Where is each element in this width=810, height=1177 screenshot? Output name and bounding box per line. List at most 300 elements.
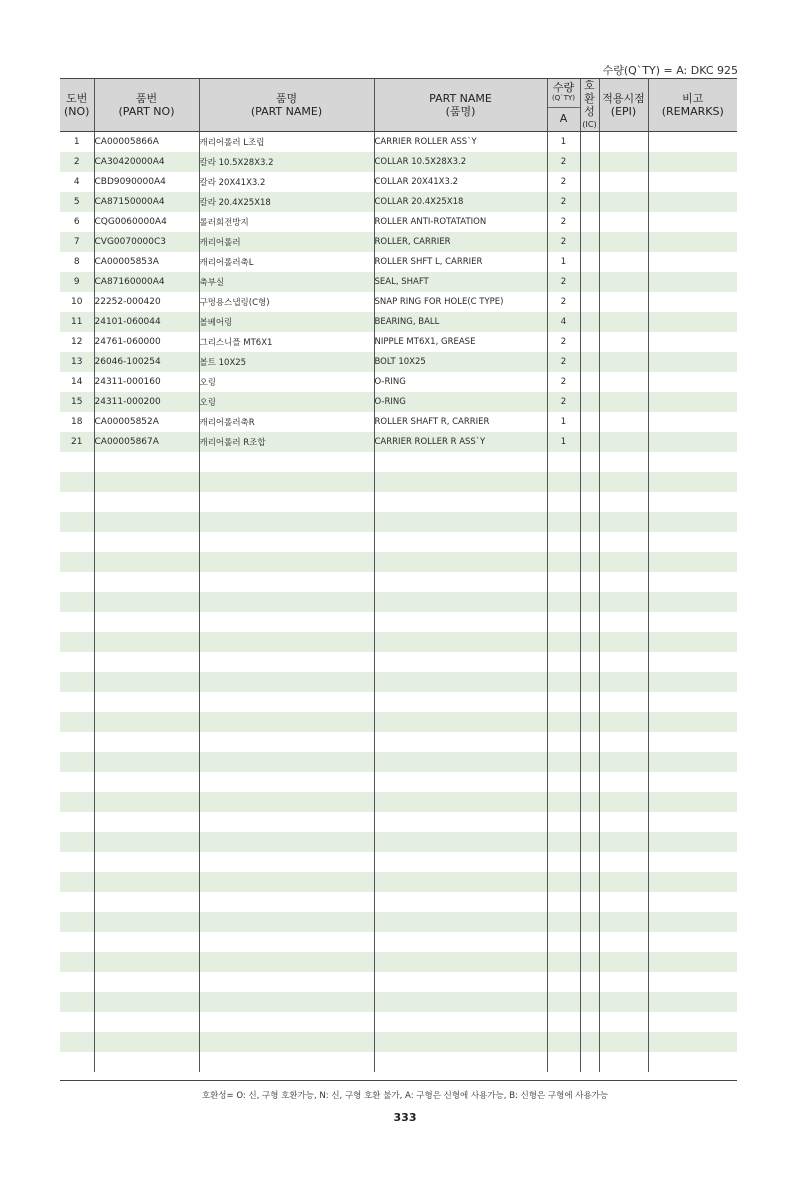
empty-row <box>60 992 737 1012</box>
empty-row <box>60 552 737 572</box>
cell-ic <box>580 672 599 692</box>
cell-part-name-en: SEAL, SHAFT <box>374 272 547 292</box>
cell-remarks <box>648 592 737 612</box>
cell-qty <box>547 572 580 592</box>
empty-row <box>60 792 737 812</box>
cell-remarks <box>648 672 737 692</box>
cell-part-name-en <box>374 912 547 932</box>
cell-no <box>60 472 94 492</box>
cell-part-name-en <box>374 1052 547 1072</box>
cell-part-name-en <box>374 1032 547 1052</box>
cell-ic <box>580 992 599 1012</box>
cell-qty <box>547 852 580 872</box>
cell-no <box>60 912 94 932</box>
cell-remarks <box>648 172 737 192</box>
cell-remarks <box>648 312 737 332</box>
table-row <box>60 352 737 372</box>
cell-qty <box>547 472 580 492</box>
cell-remarks <box>648 692 737 712</box>
cell-no <box>60 512 94 532</box>
cell-part-name-en <box>374 992 547 1012</box>
cell-part-name-kr: 볼트 10X25 <box>199 352 374 372</box>
cell-no <box>60 732 94 752</box>
cell-part-no <box>94 1032 199 1052</box>
cell-part-name-en: ROLLER, CARRIER <box>374 232 547 252</box>
cell-epi <box>599 892 648 912</box>
cell-epi <box>599 692 648 712</box>
cell-qty <box>547 692 580 712</box>
cell-remarks <box>648 852 737 872</box>
cell-part-name-kr <box>199 1012 374 1032</box>
cell-part-no <box>94 672 199 692</box>
cell-no <box>60 632 94 652</box>
cell-part-no: 24311-000200 <box>94 392 199 412</box>
cell-remarks <box>648 652 737 672</box>
cell-ic <box>580 352 599 372</box>
cell-ic <box>580 972 599 992</box>
cell-remarks <box>648 372 737 392</box>
cell-epi <box>599 912 648 932</box>
empty-row <box>60 672 737 692</box>
cell-epi <box>599 732 648 752</box>
cell-remarks <box>648 532 737 552</box>
cell-qty: 2 <box>547 152 580 172</box>
cell-ic <box>580 312 599 332</box>
cell-part-name-kr <box>199 1052 374 1072</box>
cell-remarks <box>648 992 737 1012</box>
cell-ic <box>580 932 599 952</box>
cell-no <box>60 792 94 812</box>
cell-qty <box>547 592 580 612</box>
cell-part-no <box>94 812 199 832</box>
cell-part-name-en <box>374 972 547 992</box>
cell-epi <box>599 1012 648 1032</box>
cell-ic <box>580 812 599 832</box>
cell-ic <box>580 612 599 632</box>
cell-ic <box>580 632 599 652</box>
empty-row <box>60 632 737 652</box>
table-row <box>60 152 737 172</box>
cell-qty <box>547 452 580 472</box>
cell-ic <box>580 372 599 392</box>
cell-part-name-kr <box>199 852 374 872</box>
cell-part-name-kr <box>199 732 374 752</box>
cell-qty <box>547 972 580 992</box>
cell-ic <box>580 572 599 592</box>
header-part-no: 품번 (PART NO) <box>94 79 199 132</box>
cell-epi <box>599 632 648 652</box>
cell-qty: 2 <box>547 192 580 212</box>
empty-row <box>60 972 737 992</box>
cell-qty <box>547 732 580 752</box>
cell-qty <box>547 892 580 912</box>
cell-part-no <box>94 852 199 872</box>
cell-ic <box>580 212 599 232</box>
cell-part-name-en <box>374 452 547 472</box>
cell-ic <box>580 272 599 292</box>
cell-epi <box>599 212 648 232</box>
cell-part-name-en: O-RING <box>374 372 547 392</box>
cell-ic <box>580 412 599 432</box>
cell-part-name-en: BEARING, BALL <box>374 312 547 332</box>
cell-part-name-en <box>374 672 547 692</box>
cell-no <box>60 452 94 472</box>
cell-part-no <box>94 752 199 772</box>
cell-no <box>60 932 94 952</box>
cell-no: 8 <box>73 257 80 267</box>
cell-part-no: CA87150000A4 <box>94 192 199 212</box>
cell-no: 1 <box>73 137 80 147</box>
cell-part-no: CA00005866A <box>94 132 199 153</box>
empty-row <box>60 492 737 512</box>
cell-remarks <box>648 792 737 812</box>
cell-part-name-en <box>374 952 547 972</box>
cell-epi <box>599 132 648 153</box>
cell-part-name-kr: 볼베어링 <box>199 312 374 332</box>
parts-table <box>60 78 737 1072</box>
cell-no <box>60 872 94 892</box>
table-row <box>60 292 737 312</box>
cell-part-name-en: NIPPLE MT6X1, GREASE <box>374 332 547 352</box>
cell-part-name-en <box>374 832 547 852</box>
cell-no: 9 <box>60 272 94 292</box>
cell-no <box>60 592 94 612</box>
cell-part-name-en: ROLLER SHAFT R, CARRIER <box>374 412 547 432</box>
cell-no <box>60 1052 94 1072</box>
cell-part-name-kr <box>199 692 374 712</box>
cell-part-no <box>94 1012 199 1032</box>
cell-remarks <box>648 812 737 832</box>
cell-qty <box>547 952 580 972</box>
empty-row <box>60 612 737 632</box>
table-row <box>60 212 737 232</box>
cell-part-no: CVG0070000C3 <box>94 232 199 252</box>
cell-ic <box>580 792 599 812</box>
cell-remarks <box>648 192 737 212</box>
cell-ic <box>580 952 599 972</box>
cell-epi <box>599 1052 648 1072</box>
cell-qty <box>547 912 580 932</box>
cell-qty <box>547 792 580 812</box>
table-row <box>60 432 737 452</box>
cell-epi <box>599 172 648 192</box>
cell-qty <box>547 632 580 652</box>
cell-remarks <box>648 712 737 732</box>
cell-no <box>60 652 94 672</box>
cell-no <box>60 952 94 972</box>
table-row <box>60 132 737 153</box>
cell-ic <box>580 592 599 612</box>
cell-part-name-kr: 축부실 <box>199 272 374 292</box>
cell-epi <box>599 752 648 772</box>
cell-epi <box>599 852 648 872</box>
cell-part-no <box>94 632 199 652</box>
cell-qty: 1 <box>547 132 580 153</box>
cell-part-no: 26046-100254 <box>94 352 199 372</box>
cell-remarks <box>648 1032 737 1052</box>
cell-qty: 1 <box>547 412 580 432</box>
cell-part-name-en <box>374 512 547 532</box>
cell-ic <box>580 892 599 912</box>
cell-ic <box>580 872 599 892</box>
cell-ic <box>580 332 599 352</box>
cell-no <box>60 1012 94 1032</box>
cell-qty <box>547 752 580 772</box>
cell-remarks <box>648 132 737 153</box>
table-row <box>60 192 737 212</box>
cell-qty: 2 <box>547 352 580 372</box>
cell-part-no: 24101-060044 <box>94 312 199 332</box>
cell-part-name-kr: 그리스니플 MT6X1 <box>199 332 374 352</box>
cell-remarks <box>648 392 737 412</box>
cell-part-name-en: SNAP RING FOR HOLE(C TYPE) <box>374 292 547 312</box>
cell-qty: 1 <box>547 432 580 452</box>
header-epi: 적용시점 (EPI) <box>599 79 648 132</box>
cell-qty <box>547 512 580 532</box>
cell-part-name-en <box>374 772 547 792</box>
cell-part-no <box>94 572 199 592</box>
cell-qty: 4 <box>547 312 580 332</box>
cell-epi <box>599 332 648 352</box>
empty-row <box>60 692 737 712</box>
cell-part-name-en: COLLAR 20.4X25X18 <box>374 192 547 212</box>
header-qty-model: A <box>559 111 568 125</box>
empty-row <box>60 832 737 852</box>
cell-remarks <box>648 452 737 472</box>
cell-part-no: CA00005867A <box>94 432 199 452</box>
cell-no <box>60 992 94 1012</box>
cell-epi <box>599 152 648 172</box>
cell-remarks <box>648 572 737 592</box>
cell-no <box>60 572 94 592</box>
cell-qty <box>547 812 580 832</box>
cell-epi <box>599 612 648 632</box>
cell-ic <box>580 152 599 172</box>
cell-remarks <box>648 292 737 312</box>
cell-part-name-kr <box>199 1032 374 1052</box>
cell-part-no <box>94 732 199 752</box>
cell-part-name-en: BOLT 10X25 <box>374 352 547 372</box>
cell-remarks <box>648 152 737 172</box>
cell-no: 10 <box>71 297 83 307</box>
cell-part-name-kr: 캐리어롤러 R조합 <box>199 432 374 452</box>
cell-epi <box>599 452 648 472</box>
cell-epi <box>599 512 648 532</box>
cell-remarks <box>648 632 737 652</box>
cell-part-name-kr <box>199 712 374 732</box>
cell-part-name-kr: 칼라 20X41X3.2 <box>199 172 374 192</box>
cell-part-no: 24311-000160 <box>94 372 199 392</box>
cell-epi <box>599 792 648 812</box>
cell-remarks <box>648 272 737 292</box>
empty-row <box>60 932 737 952</box>
cell-remarks <box>648 1012 737 1032</box>
table-header-row <box>60 79 737 132</box>
cell-no: 21 <box>60 432 94 452</box>
cell-no <box>60 1032 94 1052</box>
cell-part-name-kr <box>199 932 374 952</box>
cell-part-name-kr <box>199 772 374 792</box>
cell-part-no: CQG0060000A4 <box>94 212 199 232</box>
cell-part-no <box>94 1052 199 1072</box>
cell-qty <box>547 932 580 952</box>
table-row <box>60 172 737 192</box>
cell-part-name-kr: 구멍용스냅링(C형) <box>199 292 374 312</box>
cell-no: 14 <box>71 377 83 387</box>
table-row <box>60 332 737 352</box>
cell-part-name-en: CARRIER ROLLER R ASS`Y <box>374 432 547 452</box>
cell-epi <box>599 312 648 332</box>
cell-part-name-kr <box>199 992 374 1012</box>
cell-ic <box>580 492 599 512</box>
cell-part-name-en: ROLLER SHFT L, CARRIER <box>374 252 547 272</box>
cell-part-name-en <box>374 632 547 652</box>
cell-epi <box>599 952 648 972</box>
cell-no <box>60 832 94 852</box>
empty-row <box>60 592 737 612</box>
cell-epi <box>599 712 648 732</box>
cell-ic <box>580 832 599 852</box>
cell-epi <box>599 492 648 512</box>
cell-ic <box>580 752 599 772</box>
cell-part-name-kr <box>199 672 374 692</box>
cell-part-name-kr <box>199 572 374 592</box>
table-row <box>60 392 737 412</box>
cell-epi <box>599 672 648 692</box>
parts-table-body <box>60 132 737 1073</box>
table-row <box>60 372 737 392</box>
cell-qty <box>547 1012 580 1032</box>
cell-qty: 2 <box>547 172 580 192</box>
cell-part-name-en <box>374 892 547 912</box>
compatibility-legend: 호환성= O: 신, 구형 호환가능, N: 신, 구형 호환 불가, A: 구형은 신형에 사용가능, B: 신형은 구형에 사용가능 <box>201 1091 609 1101</box>
cell-ic <box>580 552 599 572</box>
cell-part-name-kr <box>199 472 374 492</box>
cell-ic <box>580 912 599 932</box>
cell-part-name-kr <box>199 492 374 512</box>
cell-remarks <box>648 512 737 532</box>
cell-no: 18 <box>71 417 83 427</box>
table-row <box>60 312 737 332</box>
cell-part-name-kr <box>199 912 374 932</box>
cell-qty <box>547 492 580 512</box>
cell-remarks <box>648 772 737 792</box>
cell-remarks <box>648 332 737 352</box>
cell-remarks <box>648 252 737 272</box>
table-row <box>60 412 737 432</box>
cell-part-no <box>94 892 199 912</box>
table-row <box>60 232 737 252</box>
cell-part-name-en <box>374 712 547 732</box>
cell-part-name-en: CARRIER ROLLER ASS`Y <box>374 132 547 153</box>
cell-remarks <box>648 212 737 232</box>
header-qty <box>547 79 580 132</box>
cell-part-name-kr: 캐리어롤러 <box>199 232 374 252</box>
cell-ic <box>580 732 599 752</box>
cell-part-no: 24761-060000 <box>94 332 199 352</box>
header-qty-kr: 수량 <box>552 80 575 94</box>
cell-part-name-en <box>374 612 547 632</box>
cell-part-name-kr: 캐리어롤러 L조립 <box>199 132 374 153</box>
empty-row <box>60 872 737 892</box>
empty-row <box>60 572 737 592</box>
cell-part-name-kr: 칼라 10.5X28X3.2 <box>199 152 374 172</box>
cell-part-name-kr <box>199 792 374 812</box>
cell-part-name-en: COLLAR 10.5X28X3.2 <box>374 152 547 172</box>
cell-part-name-kr <box>199 952 374 972</box>
cell-epi <box>599 192 648 212</box>
cell-part-no <box>94 612 199 632</box>
cell-remarks <box>648 552 737 572</box>
cell-no <box>60 552 94 572</box>
cell-part-no <box>94 692 199 712</box>
cell-part-name-en: ROLLER ANTI-ROTATATION <box>374 212 547 232</box>
cell-ic <box>580 452 599 472</box>
cell-no: 12 <box>71 337 83 347</box>
cell-qty <box>547 832 580 852</box>
cell-no: 7 <box>60 232 94 252</box>
cell-no <box>60 812 94 832</box>
cell-part-no <box>94 592 199 612</box>
cell-no: 6 <box>73 217 80 227</box>
cell-part-name-en: O-RING <box>374 392 547 412</box>
cell-part-name-en <box>374 652 547 672</box>
cell-part-name-kr: 칼라 20.4X25X18 <box>199 192 374 212</box>
cell-remarks <box>648 872 737 892</box>
cell-part-no <box>94 832 199 852</box>
cell-part-name-en <box>374 852 547 872</box>
cell-ic <box>580 392 599 412</box>
cell-epi <box>599 292 648 312</box>
cell-remarks <box>648 932 737 952</box>
cell-qty <box>547 552 580 572</box>
cell-remarks <box>648 752 737 772</box>
cell-part-name-en <box>374 812 547 832</box>
empty-row <box>60 772 737 792</box>
cell-part-name-kr <box>199 452 374 472</box>
cell-epi <box>599 532 648 552</box>
empty-row <box>60 472 737 492</box>
cell-epi <box>599 352 648 372</box>
cell-part-name-kr <box>199 752 374 772</box>
cell-qty <box>547 1032 580 1052</box>
cell-part-no <box>94 652 199 672</box>
cell-epi <box>599 872 648 892</box>
cell-ic <box>580 772 599 792</box>
cell-part-name-kr: 캐리어롤러축L <box>199 252 374 272</box>
cell-remarks <box>648 352 737 372</box>
cell-part-name-en <box>374 872 547 892</box>
cell-part-no: CBD9090000A4 <box>94 172 199 192</box>
cell-ic <box>580 1052 599 1072</box>
cell-remarks <box>648 232 737 252</box>
cell-ic <box>580 472 599 492</box>
cell-qty <box>547 1052 580 1072</box>
cell-ic <box>580 292 599 312</box>
cell-remarks <box>648 912 737 932</box>
cell-part-no <box>94 972 199 992</box>
cell-epi <box>599 392 648 412</box>
cell-epi <box>599 252 648 272</box>
cell-part-name-kr <box>199 872 374 892</box>
cell-no <box>60 492 94 512</box>
cell-qty <box>547 612 580 632</box>
cell-no <box>60 852 94 872</box>
cell-ic <box>580 1012 599 1032</box>
cell-part-no: CA30420000A4 <box>94 152 199 172</box>
cell-ic <box>580 852 599 872</box>
cell-qty: 1 <box>547 252 580 272</box>
